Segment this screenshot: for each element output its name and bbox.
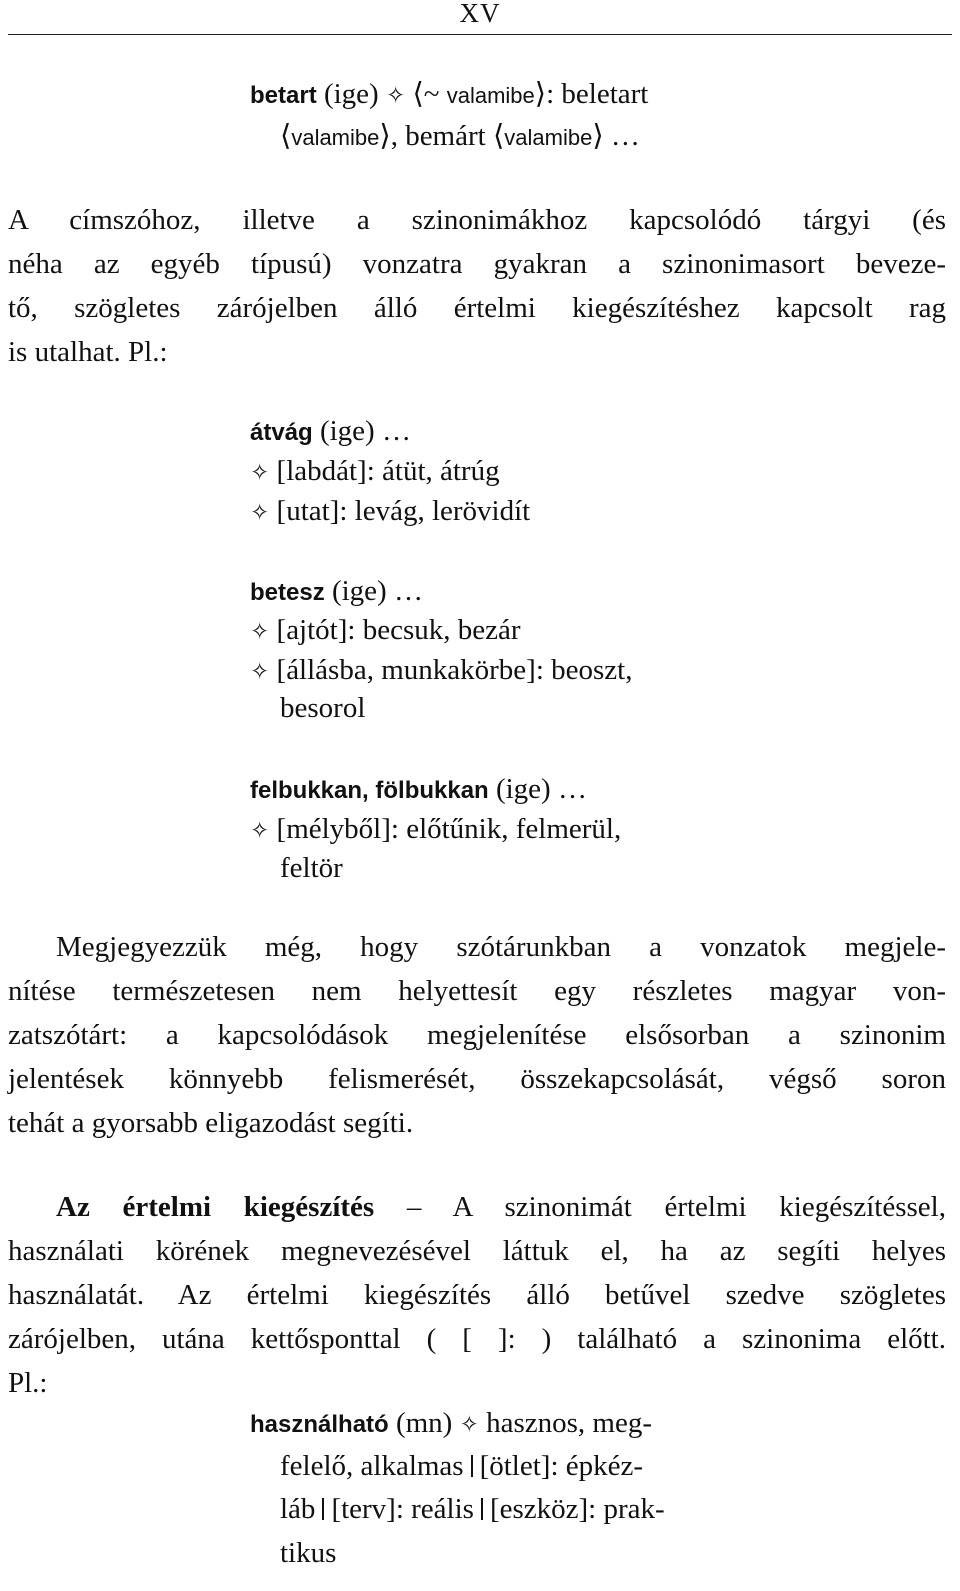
paragraph-3-line: használati körének megnevezésével láttuk el, ha az segíti helyes: [8, 1235, 946, 1267]
paragraph-1-line: tő, szögletes zárójelben álló értelmi kiegészítéshez kapcsolt rag: [8, 292, 946, 324]
entry-hasznalhato-line-2: [280, 1448, 643, 1484]
star-icon: ✧: [385, 83, 406, 109]
pos-label: (ige) …: [488, 773, 587, 805]
paragraph-2-line: zatszótárt: a kapcsolódások megjelenítése elsősorban a szinonim: [8, 1019, 946, 1051]
star-icon: ✧: [250, 500, 270, 526]
headword: betesz: [250, 579, 325, 606]
star-icon: ✧: [250, 619, 270, 645]
context-word: valamibe: [446, 83, 535, 108]
entry-atvag-sense-2: [250, 493, 530, 531]
star-icon: ✧: [250, 659, 270, 685]
star-icon: ✧: [459, 1412, 479, 1438]
context-word: valamibe: [504, 125, 593, 150]
paragraph-1-line: A címszóhoz, illetve a szinonimákhoz kapcsolódó tárgyi (és: [8, 204, 946, 236]
pos-label: (mn): [388, 1407, 460, 1439]
entry-atvag-sense-1: [250, 453, 500, 491]
entry-betesz-sense-1: [250, 612, 521, 650]
separator-bar: [322, 1498, 324, 1520]
paragraph-1-line: is utalhat. Pl.:: [8, 336, 168, 368]
page-number: XV: [459, 0, 501, 28]
entry-betesz-line-1: [250, 573, 423, 611]
entry-betesz-sense-2: [250, 652, 632, 690]
sense-text: [ötlet]: épkéz-: [479, 1450, 644, 1482]
sense-text: [labdát]: átüt, átrúg: [276, 455, 500, 487]
paragraph-3-line: használatát. Az értelmi kiegészítés álló betűvel szedve szögletes: [8, 1279, 946, 1311]
sense-text: [terv]: reális: [331, 1493, 474, 1525]
paragraph-3-line-1: [8, 1189, 946, 1225]
paragraph-3-line: Pl.:: [8, 1367, 48, 1399]
context-word: valamibe: [291, 125, 380, 150]
sense-text: [utat]: levág, lerövidít: [276, 495, 531, 527]
synonym-text: ⟩ …: [592, 120, 640, 152]
paragraph-2-line: tehát a gyorsabb eligazodást segíti.: [8, 1107, 414, 1139]
separator-bar: [481, 1498, 483, 1520]
pos-label: (ige) …: [312, 415, 411, 447]
bracket-open: ⟨: [280, 120, 292, 152]
sense-text: felelő, alkalmas: [280, 1450, 464, 1482]
bracket-open: ⟨~: [412, 78, 447, 110]
section-title: Az értelmi kiegészítés: [56, 1191, 375, 1223]
entry-felbukkan-sense-1: [250, 811, 621, 849]
entry-hasznalhato-line-3: [280, 1491, 665, 1527]
entry-felbukkan-sense-1-cont: feltör: [280, 852, 343, 884]
paragraph-3-line: zárójelben, utána kettősponttal ( [ ]: ) található a szinonima előtt.: [8, 1323, 946, 1355]
headword: átvág: [250, 419, 313, 446]
entry-felbukkan-line-1: [250, 771, 587, 809]
sense-text: hasznos, meg-: [478, 1407, 653, 1439]
sense-text: [állásba, munkakörbe]: beoszt,: [276, 654, 633, 686]
sense-text: láb: [280, 1493, 316, 1525]
star-icon: ✧: [250, 460, 270, 486]
separator-bar: [471, 1455, 473, 1477]
entry-hasznalhato-line-1: [250, 1405, 652, 1443]
synonym-text: ⟩: beletart: [534, 78, 649, 110]
sense-text: [ajtót]: becsuk, bezár: [276, 614, 521, 646]
paragraph-2-line: jelentések könnyebb felismerését, összekapcsolását, végső soron: [8, 1063, 946, 1095]
entry-betart-line-1: [250, 76, 648, 114]
synonym-text: ⟩, bemárt ⟨: [379, 120, 505, 152]
entry-betesz-sense-2-cont: besorol: [280, 692, 366, 724]
paragraph-text: – A szinonimát értelmi kiegészítéssel,: [374, 1191, 946, 1223]
headword: használható: [250, 1411, 389, 1438]
pos-label: (ige) …: [324, 575, 423, 607]
sense-text: [eszköz]: prak-: [489, 1493, 665, 1525]
entry-hasznalhato-line-4: tikus: [280, 1537, 337, 1569]
entry-betart-line-2: [280, 118, 640, 156]
pos-label: (ige): [323, 78, 379, 110]
headword: felbukkan, fölbukkan: [250, 777, 489, 804]
paragraph-1-line: néha az egyéb típusú) vonzatra gyakran a szinonimasort beveze-: [8, 248, 946, 280]
sense-text: [mélyből]: előtűnik, felmerül,: [276, 813, 622, 845]
paragraph-2-line: Megjegyezzük még, hogy szótárunkban a vonzatok megjele-: [56, 931, 946, 963]
entry-atvag-line-1: [250, 413, 411, 451]
headword: betart: [250, 82, 317, 109]
page-header: [8, 0, 952, 35]
paragraph-2-line: nítése természetesen nem helyettesít egy részletes magyar von-: [8, 975, 946, 1007]
star-icon: ✧: [250, 818, 270, 844]
